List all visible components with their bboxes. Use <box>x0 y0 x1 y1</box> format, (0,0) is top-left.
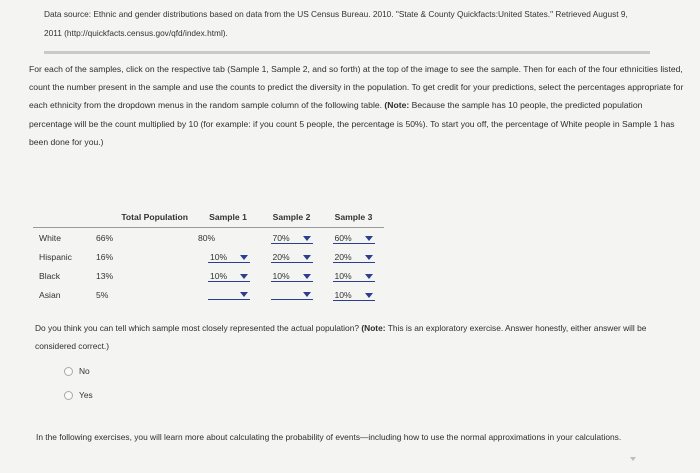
header-ethnicity <box>33 207 94 228</box>
dropdown-arrow-icon <box>303 274 311 279</box>
table-row <box>33 285 384 304</box>
sample-table <box>33 207 384 304</box>
note-label: (Note: <box>384 100 410 111</box>
total-cell: 5% <box>96 289 109 300</box>
sample-1-black-dropdown[interactable] <box>208 270 250 282</box>
sample-2-asian-dropdown[interactable] <box>271 288 313 300</box>
dropdown-arrow-icon <box>240 255 248 260</box>
sample-1-static-value: 80% <box>196 228 260 248</box>
dropdown-arrow-icon <box>303 255 311 260</box>
source-line-1: Data source: Ethnic and gender distributions based on data from the US Census Bureau. 2010. "State & County Quickfacts:United States." Retrieved August 9, <box>44 9 628 19</box>
dropdown-value: 10% <box>272 270 290 281</box>
note-text: Because the sample has 10 people, the predicted population percentage will be the count multiplied by 10 (for example: if you count 5 people, the percentage is 50%). To start you off, the percentage of White people in Sample 1 has been done for you.) <box>29 100 675 147</box>
dropdown-arrow-icon <box>303 292 311 297</box>
dropdown-value: 70% <box>272 232 290 243</box>
instructions <box>29 60 685 151</box>
dropdown-arrow-icon <box>365 293 373 298</box>
option-no[interactable] <box>64 366 90 376</box>
total-cell: 13% <box>96 270 114 281</box>
dropdown-value: 10% <box>334 289 352 300</box>
question-text: Do you think you can tell which sample most closely represented the actual population? <box>35 323 360 333</box>
option-no-label: No <box>79 366 90 376</box>
sample-2-hispanic-dropdown[interactable] <box>271 251 313 263</box>
header-sample-1: Sample 1 <box>209 212 247 222</box>
sample-3-hispanic-dropdown[interactable] <box>333 251 375 263</box>
sample-2-white-dropdown[interactable] <box>271 232 313 244</box>
total-cell: 16% <box>96 251 114 262</box>
sample-3-white-dropdown[interactable] <box>333 232 375 244</box>
option-yes[interactable] <box>64 390 93 400</box>
sample-1-hispanic-dropdown[interactable] <box>208 251 250 263</box>
header-sample-3: Sample 3 <box>334 212 373 222</box>
dropdown-arrow-icon <box>365 274 373 279</box>
question-note-label: (Note: <box>361 323 386 333</box>
radio-no[interactable] <box>64 367 73 376</box>
header-sample-2: Sample 2 <box>272 212 311 222</box>
dropdown-arrow-icon <box>303 236 311 241</box>
dropdown-value: 10% <box>210 251 228 262</box>
total-cell: 66% <box>94 228 196 248</box>
dropdown-arrow-icon <box>365 255 373 260</box>
ethnicity-cell: Asian <box>39 289 61 300</box>
question-note-text: This is an exploratory exercise. Answer honestly, either answer will be considered correct.) <box>35 323 647 351</box>
dropdown-value: 20% <box>272 251 290 262</box>
dropdown-arrow-icon <box>240 292 248 297</box>
dropdown-value: 10% <box>334 270 352 281</box>
dropdown-value: 10% <box>210 270 228 281</box>
instructions-main: For each of the samples, click on the respective tab (Sample 1, Sample 2, and so forth) at the top of the image to see the sample. Then for each of the four ethnicities listed, count the number present in the sample and use the counts to predict the diversity in the population. To get credit for your predictions, select the percentages appropriate for each ethnicity from the dropdown menus in the random sample column of the following table. <box>29 64 684 111</box>
dropdown-arrow-icon <box>240 274 248 279</box>
table-header-row <box>33 207 384 228</box>
header-total-population: Total Population <box>121 212 188 222</box>
divider <box>44 51 650 54</box>
table-row <box>33 228 384 248</box>
table-row <box>33 247 384 266</box>
source-line-2: 2011 (http://quickfacts.census.gov/qfd/index.html). <box>44 28 228 38</box>
dropdown-arrow-icon <box>365 236 373 241</box>
radio-yes[interactable] <box>64 391 73 400</box>
sample-3-asian-dropdown[interactable] <box>333 289 375 301</box>
dropdown-value: 20% <box>334 251 352 262</box>
option-yes-label: Yes <box>79 390 93 400</box>
sample-2-black-dropdown[interactable] <box>271 270 313 282</box>
footer-text: In the following exercises, you will learn more about calculating the probability of events—including how to use the normal approximations in your calculations. <box>36 432 622 442</box>
data-source-citation <box>44 5 674 43</box>
ethnicity-cell: Black <box>39 270 61 281</box>
table-row <box>33 266 384 285</box>
sample-1-asian-dropdown[interactable] <box>208 288 250 300</box>
dropdown-value: 60% <box>334 232 352 243</box>
scroll-indicator-icon <box>630 457 636 461</box>
ethnicity-cell: White <box>33 228 94 248</box>
sample-3-black-dropdown[interactable] <box>333 270 375 282</box>
exploratory-question <box>35 319 675 355</box>
ethnicity-cell: Hispanic <box>39 251 72 262</box>
